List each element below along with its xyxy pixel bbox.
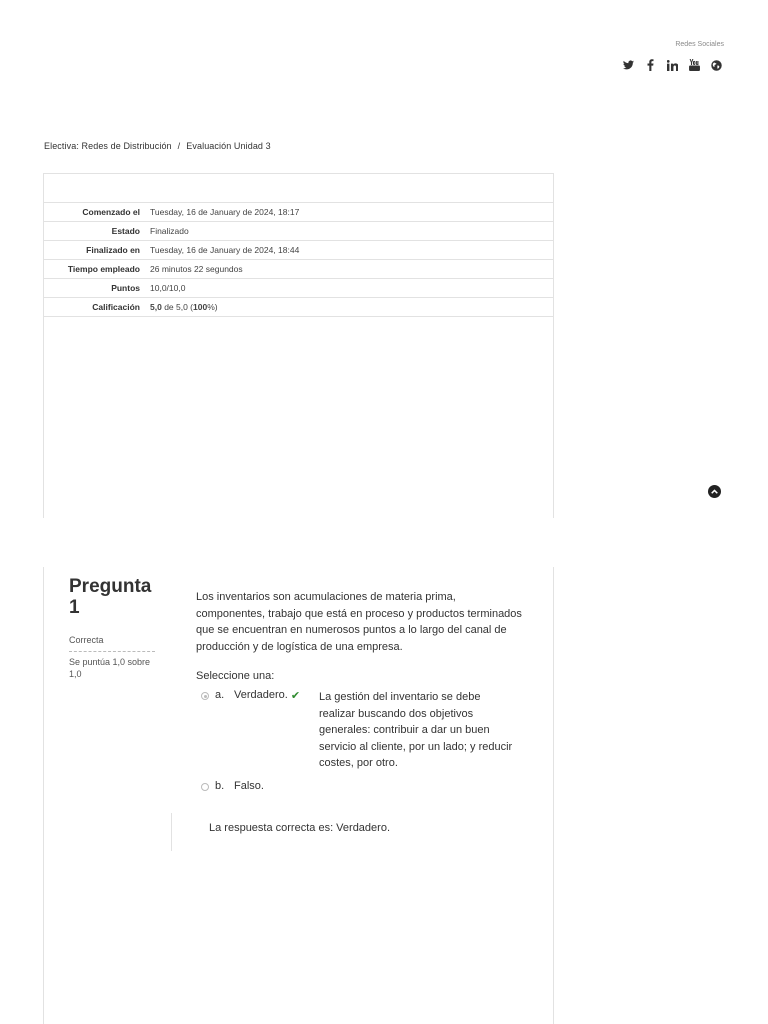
answer-prompt: Seleccione una: [196, 670, 275, 682]
summary-row-points [44, 279, 553, 298]
summary-value: Tuesday, 16 de January de 2024, 18:17 [146, 203, 553, 222]
radio-b[interactable] [201, 783, 209, 791]
summary-row-finished [44, 241, 553, 260]
summary-row-grade [44, 298, 553, 317]
scroll-to-top-button[interactable] [708, 485, 721, 498]
question-text: Los inventarios son acumulaciones de materia prima, componentes, trabajo que está en proceso y productos terminados que se encuentran en numerosos puntos a lo largo del canal de producción y de logística de una empresa. [196, 591, 522, 653]
summary-value: Finalizado [146, 222, 553, 241]
summary-table [44, 203, 553, 317]
radio-a[interactable] [201, 692, 209, 700]
social-label: Redes Sociales [675, 41, 724, 48]
social-icons [622, 59, 722, 71]
summary-value: 26 minutos 22 segundos [146, 260, 553, 279]
summary-row-started [44, 203, 553, 222]
right-answer: La respuesta correcta es: Verdadero. [171, 813, 390, 851]
youtube-icon[interactable] [688, 59, 700, 71]
chevron-up-icon [711, 489, 718, 494]
question-state: Correcta [69, 635, 155, 652]
summary-label: Tiempo empleado [44, 260, 146, 279]
question-grade: Se puntúa 1,0 sobre 1,0 [69, 657, 151, 679]
summary-label: Calificación [44, 298, 146, 317]
breadcrumb [44, 141, 271, 151]
summary-label: Estado [44, 222, 146, 241]
summary-row-state [44, 222, 553, 241]
facebook-icon[interactable] [644, 59, 656, 71]
answer-letter: a. [215, 689, 225, 701]
grade-percent: 100 [193, 302, 208, 312]
answer-label: Verdadero. [234, 689, 288, 701]
globe-icon[interactable] [710, 59, 722, 71]
grade-score: 5,0 [150, 302, 162, 312]
breadcrumb-separator: / [177, 141, 181, 151]
answer-letter: b. [215, 780, 225, 792]
grade-end: %) [207, 302, 218, 312]
summary-top-row [44, 174, 553, 203]
answer-feedback: La gestión del inventario se debe realizar buscando dos objetivos generales: contribuir a dar un buen servicio al cliente, por un lado; y reducir costes, por otro. [319, 691, 513, 769]
question-card [43, 567, 554, 1024]
summary-grade-value [146, 298, 553, 317]
twitter-icon[interactable] [622, 59, 634, 71]
breadcrumb-page-link[interactable]: Evaluación Unidad 3 [186, 141, 271, 151]
breadcrumb-course-link[interactable]: Electiva: Redes de Distribución [44, 141, 172, 151]
answer-label: Falso. [234, 780, 264, 792]
linkedin-icon[interactable] [666, 59, 678, 71]
summary-row-time [44, 260, 553, 279]
summary-label: Puntos [44, 279, 146, 298]
check-icon: ✔ [290, 690, 301, 702]
question-number: Pregunta 1 [69, 576, 152, 618]
grade-of: de 5,0 ( [161, 302, 194, 312]
summary-label: Finalizado en [44, 241, 146, 260]
summary-value: Tuesday, 16 de January de 2024, 18:44 [146, 241, 553, 260]
question-info [69, 576, 155, 680]
summary-value: 10,0/10,0 [146, 279, 553, 298]
attempt-summary [43, 173, 554, 518]
answer-option-b[interactable] [201, 780, 264, 792]
summary-label: Comenzado el [44, 203, 146, 222]
answer-option-a[interactable] [201, 689, 300, 702]
